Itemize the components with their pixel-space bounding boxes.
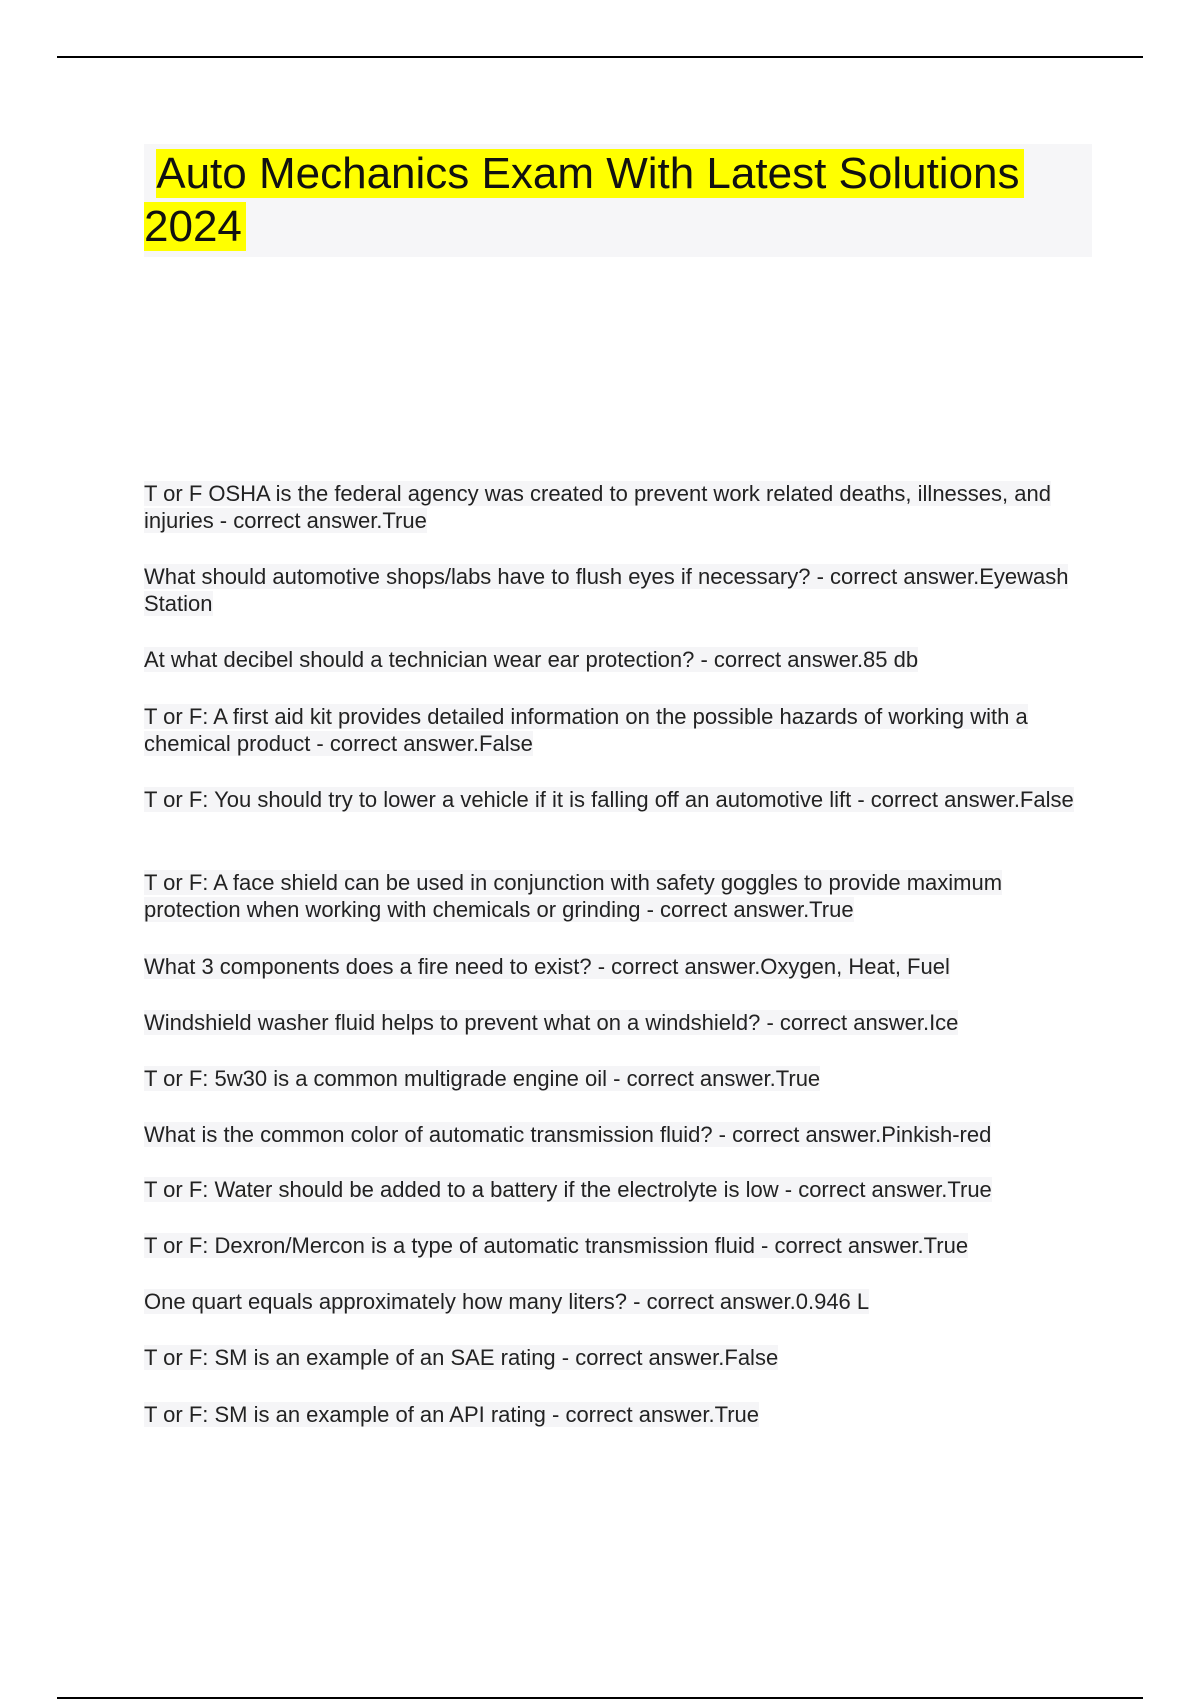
qa-item: T or F: 5w30 is a common multigrade engine oil - correct answer.True xyxy=(144,1066,821,1091)
qa-item: T or F: A first aid kit provides detailed information on the possible hazards of working with a chemical product - correct answer.False xyxy=(144,704,1028,756)
qa-item: What is the common color of automatic transmission fluid? - correct answer.Pinkish-red xyxy=(144,1122,992,1147)
document-title: Auto Mechanics Exam With Latest Solutions 2024 xyxy=(144,144,1092,253)
qa-item: What should automotive shops/labs have to flush eyes if necessary? - correct answer.Eyewash Station xyxy=(144,564,1069,616)
qa-item: T or F: Water should be added to a battery if the electrolyte is low - correct answer.True xyxy=(144,1177,992,1202)
qa-item: One quart equals approximately how many liters? - correct answer.0.946 L xyxy=(144,1289,870,1314)
top-rule xyxy=(57,56,1143,58)
qa-item: T or F: SM is an example of an SAE rating - correct answer.False xyxy=(144,1345,779,1370)
qa-item: What 3 components does a fire need to exist? - correct answer.Oxygen, Heat, Fuel xyxy=(144,954,950,979)
title-block xyxy=(144,144,1092,257)
qa-item: T or F: SM is an example of an API rating - correct answer.True xyxy=(144,1402,760,1427)
qa-item: At what decibel should a technician wear ear protection? - correct answer.85 db xyxy=(144,647,919,672)
bottom-rule xyxy=(57,1697,1143,1699)
qa-item: T or F OSHA is the federal agency was created to prevent work related deaths, illnesses, and injuries - correct answer.True xyxy=(144,481,1051,533)
qa-item: Windshield washer fluid helps to prevent what on a windshield? - correct answer.Ice xyxy=(144,1010,959,1035)
qa-item: T or F: A face shield can be used in conjunction with safety goggles to provide maximum protection when working with chemicals or grinding - correct answer.True xyxy=(144,870,1003,922)
qa-item: T or F: You should try to lower a vehicle if it is falling off an automotive lift - correct answer.False xyxy=(144,787,1074,812)
qa-item: T or F: Dexron/Mercon is a type of automatic transmission fluid - correct answer.True xyxy=(144,1233,969,1258)
